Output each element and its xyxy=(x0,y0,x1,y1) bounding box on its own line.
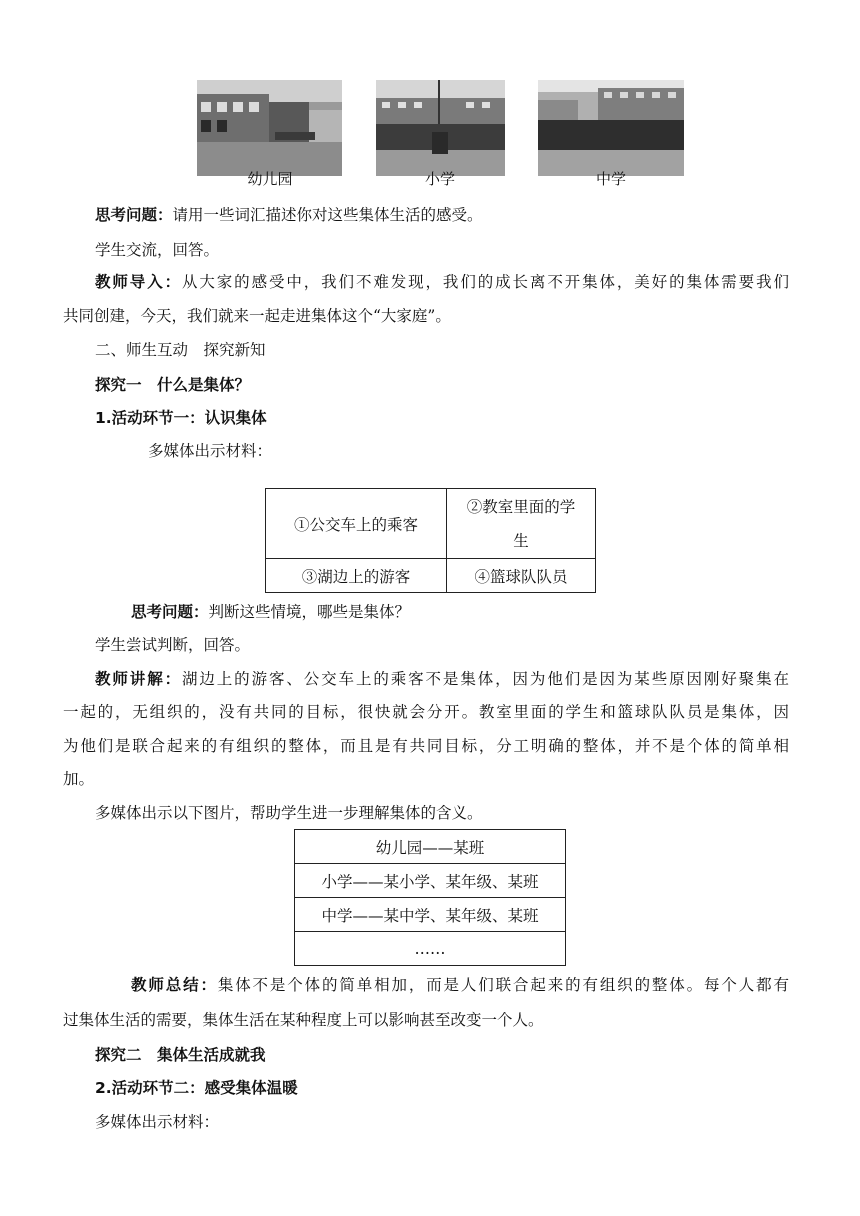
question-label: 思考问题： xyxy=(95,206,173,224)
kindergarten-photo xyxy=(197,80,342,176)
photo-caption: 中学 xyxy=(595,170,626,188)
explore-2-heading: 探究二 集体生活成就我 xyxy=(95,1046,266,1064)
table-cell xyxy=(447,489,596,559)
explore-1-heading: 探究一 什么是集体？ xyxy=(95,376,251,394)
table-cell: 幼儿园——某班 xyxy=(295,830,566,864)
teacher-explain-line3: 为他们是联合起来的有组织的整体，而且是有共同目标，分工明确的整体，并不是个体的简单相 xyxy=(63,737,789,755)
teacher-explain-line1 xyxy=(95,669,789,689)
media-note-2: 多媒体出示以下图片，帮助学生进一步理解集体的含义。 xyxy=(95,804,483,822)
explain-label: 教师讲解： xyxy=(95,670,182,688)
photo-caption: 幼儿园 xyxy=(247,170,293,188)
teacher-summary-line1 xyxy=(131,975,789,995)
cell-line: ②教室里面的学 xyxy=(466,497,576,516)
media-note-3: 多媒体出示材料： xyxy=(95,1113,220,1131)
table-cell: 中学——某中学、某年级、某班 xyxy=(295,898,566,932)
question-label: 思考问题： xyxy=(131,603,209,621)
summary-text: 集体不是个体的简单相加，而是人们联合起来的有组织的整体。每个人都有 xyxy=(217,976,789,994)
intro-label: 教师导入： xyxy=(95,273,182,291)
question-text: 请用一些词汇描述你对这些集体生活的感受。 xyxy=(172,206,483,224)
activity-1-heading: 1.活动环节一：认识集体 xyxy=(95,409,267,427)
answer-1: 学生交流，回答。 xyxy=(95,241,220,259)
intro-text: 从大家的感受中，我们不难发现，我们的成长离不开集体，美好的集体需要我们 xyxy=(181,273,789,291)
middle-school-photo xyxy=(538,80,684,176)
explain-text: 湖边上的游客、公交车上的乘客不是集体，因为他们是因为某些原因刚好聚集在 xyxy=(181,670,789,688)
teacher-summary-line2: 过集体生活的需要，集体生活在某种程度上可以影响甚至改变一个人。 xyxy=(63,1011,544,1029)
table-cell: ③湖边上的游客 xyxy=(266,559,447,593)
question-1 xyxy=(95,205,483,225)
teacher-explain-line2: 一起的，无组织的，没有共同的目标，很快就会分开。教室里面的学生和篮球队队员是集体，因 xyxy=(63,703,789,721)
activity-2-heading: 2.活动环节二：感受集体温暖 xyxy=(95,1079,298,1097)
answer-2: 学生尝试判断，回答。 xyxy=(95,636,251,654)
table-cell: …… xyxy=(295,932,566,966)
section-heading: 二、师生互动 探究新知 xyxy=(95,341,266,359)
media-note-1: 多媒体出示材料： xyxy=(148,442,273,460)
table-cell: ④篮球队队员 xyxy=(447,559,596,593)
table-cell: 小学——某小学、某年级、某班 xyxy=(295,864,566,898)
summary-label: 教师总结： xyxy=(131,976,218,994)
cell-line: 生 xyxy=(513,531,529,550)
scenario-table xyxy=(265,488,596,593)
table-cell: ①公交车上的乘客 xyxy=(266,489,447,559)
teacher-explain-line4: 加。 xyxy=(63,770,95,788)
question-text: 判断这些情境，哪些是集体？ xyxy=(208,603,411,621)
teacher-intro-line2: 共同创建，今天，我们就来一起走进集体这个“大家庭”。 xyxy=(63,307,451,325)
primary-school-photo xyxy=(376,80,505,176)
teacher-intro-line1 xyxy=(95,272,789,292)
question-2 xyxy=(131,602,410,622)
photo-caption: 小学 xyxy=(424,170,455,188)
collective-table xyxy=(294,829,566,966)
